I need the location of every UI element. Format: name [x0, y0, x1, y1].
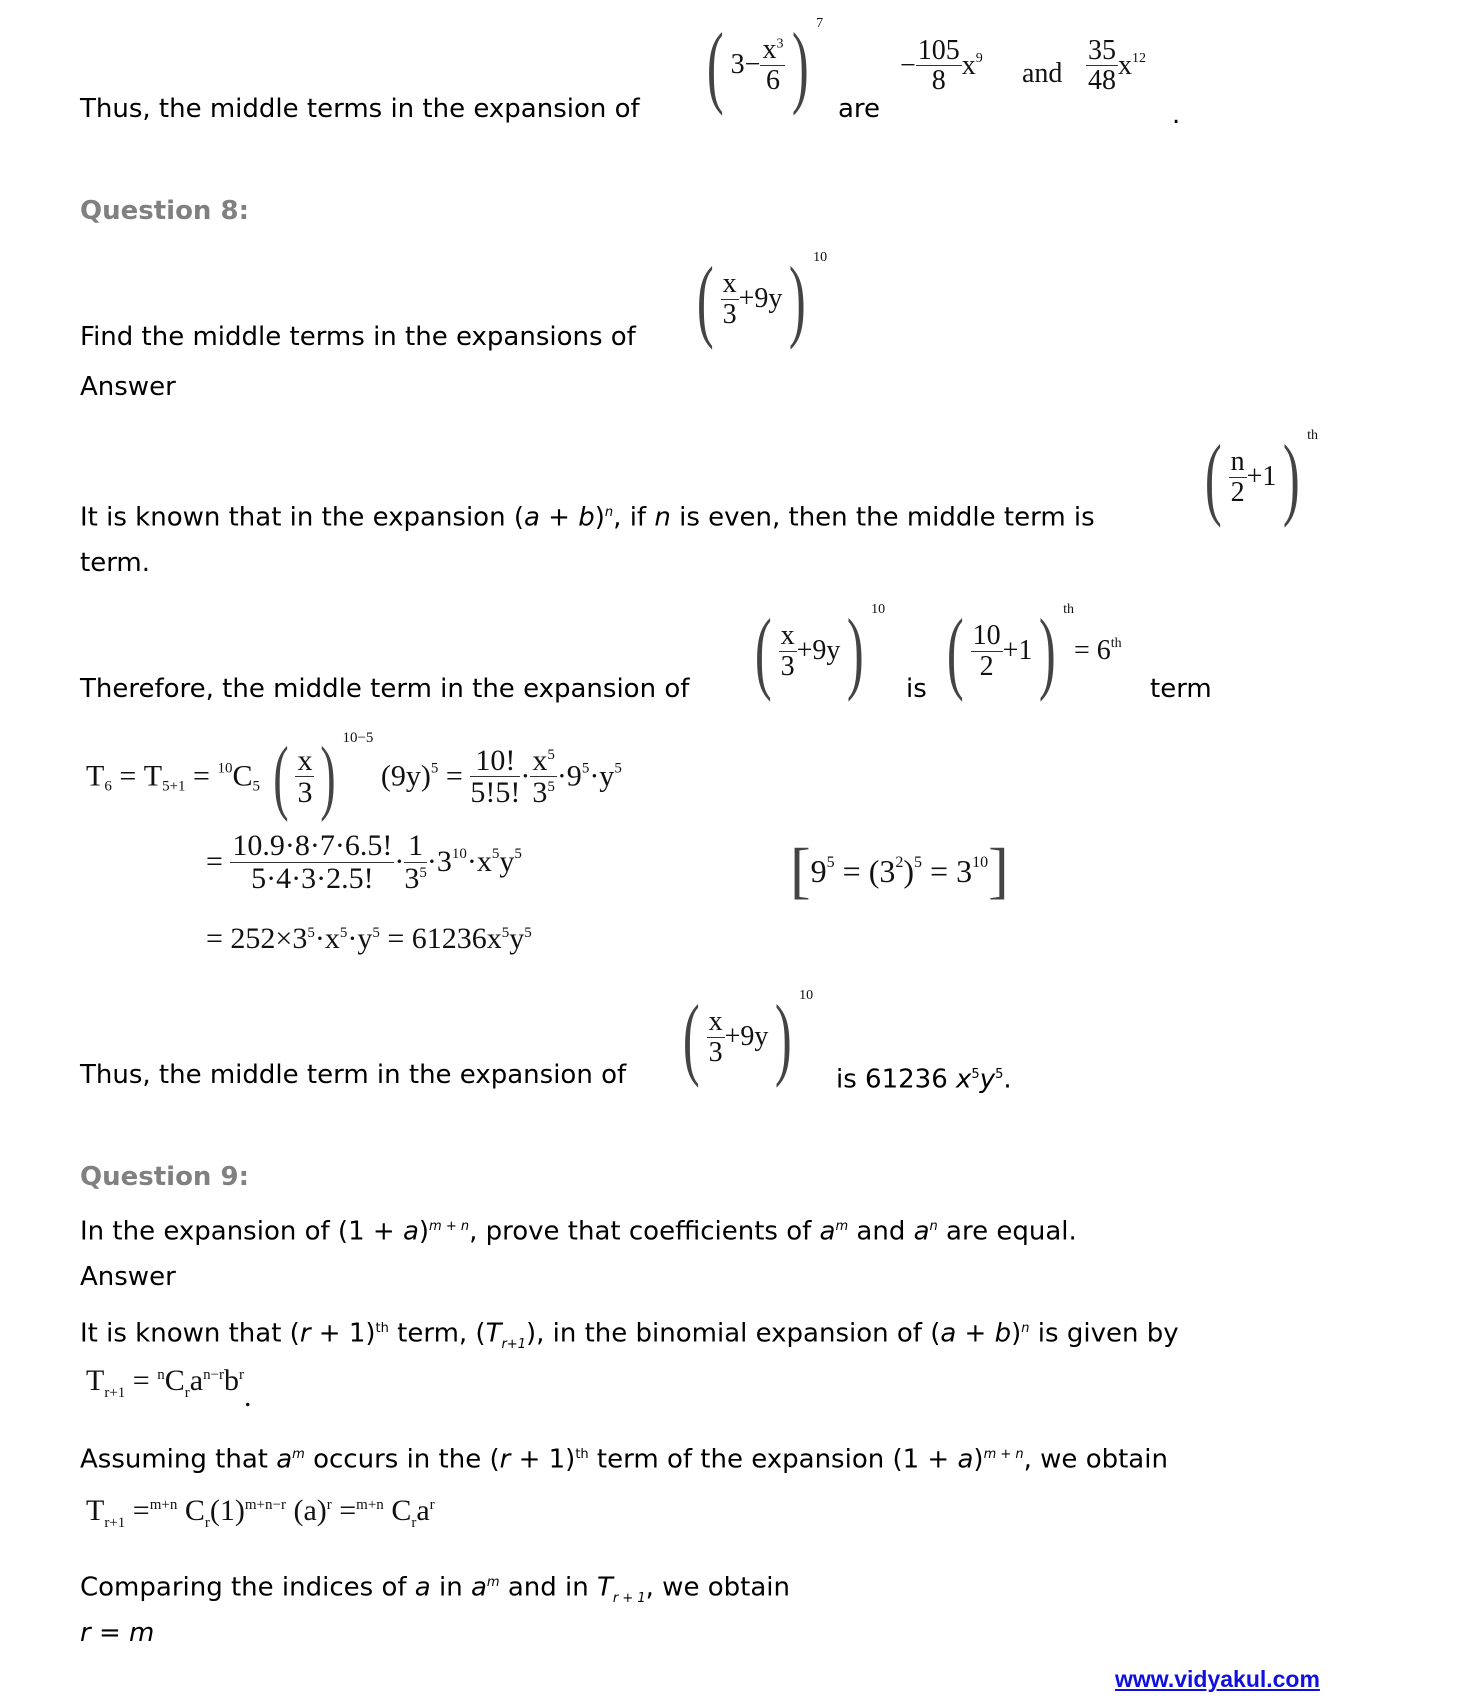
- q8-sixth-term-expression: ( $\frac{10}{2}$ +1) $^{th}$= 6th: [946, 600, 1122, 702]
- vidyakul-link[interactable]: www.vidyakul.com: [1115, 1666, 1320, 1692]
- q9-known-text: It is known that $(r + 1)^{th}$ term, $(T_{r+1})$, in the binomial expansion of $(a + b)^n$ is given by: [80, 1318, 1179, 1352]
- prev-term-1: − $\frac{105}{8}$ $x^9$: [900, 35, 983, 97]
- q9-result: r = m: [80, 1618, 155, 1648]
- q8-equation-2: = $\frac{10.9\cdot 8\cdot 7\cdot 6.5!}{5\cdot 4\cdot 3\cdot 2.5!}$ · $\frac{1}{3^5}$ $\cdot 3^{10}\cdot x^5y^5$: [206, 829, 522, 895]
- q8-known-text: It is known that in the expansion $(a + b)^n$, if n is even, then the middle term is: [80, 502, 1095, 533]
- question-9-text: In the expansion of $(1 + a)^{m + n}$, prove that coefficients of $a^m$ and $a^n$ are equal.: [80, 1216, 1077, 1247]
- prev-term-2: $\frac{35}{48}$ $x^{12}$: [1088, 35, 1146, 97]
- question-8-expression: ( $\frac{x}{3}$ +9y) $^{10}$: [696, 248, 828, 350]
- q8-term-word-2: term: [1150, 674, 1212, 704]
- q8-conclusion-text: Thus, the middle term in the expansion of: [80, 1060, 627, 1090]
- q8-therefore-text: Therefore, the middle term in the expansion of: [80, 674, 690, 704]
- q8-conclusion-expression: ( $\frac{x}{3}$ +9y) $^{10}$: [682, 986, 814, 1088]
- q9-formula-general-term: $T_{r+1} = ^nC_ra^{n-r}b^r$.: [86, 1364, 252, 1413]
- prev-are-text: are: [838, 94, 881, 124]
- q9-formula-expansion-term: $T_{r+1} =^{m+n}$ $C_r(1)^{m+n-r}$ $(a)^r =^{m+n}$ $C_ra^r$: [86, 1494, 435, 1531]
- q9-compare-text: Comparing the indices of a in $a^m$ and in $T_{r + 1}$, we obtain: [80, 1572, 790, 1606]
- question-9-heading: Question 9:: [80, 1162, 249, 1192]
- answer-label-q8: Answer: [80, 372, 176, 402]
- prev-expression: ( 3− $\frac{x^3}{6}$ ) $^7$: [706, 14, 824, 116]
- question-8-text: Find the middle terms in the expansions of: [80, 322, 636, 352]
- prev-conclusion-text: Thus, the middle terms in the expansion of: [80, 94, 640, 124]
- q9-assume-text: Assuming that $a^m$ occurs in the $(r + 1)^{th}$ term of the expansion $(1 + a)^{m + n}$, we obtain: [80, 1444, 1168, 1475]
- q8-bracket-note: $[9^5 = (3^2)^5 = 3^{10}]$: [790, 837, 1009, 905]
- q8-is-text: is: [906, 674, 927, 704]
- q8-conclusion-result: is 61236 $x^5y^5$.: [836, 1064, 1012, 1095]
- q8-equation-3: = $252\times 3^5\cdot x^5\cdot y^5 = 61236x^5y^5$: [206, 922, 532, 955]
- q8-term-word: term.: [80, 548, 151, 578]
- answer-label-q9: Answer: [80, 1262, 176, 1292]
- q8-middle-term-expression: ( $\frac{n}{2}$ +1) $^{th}$: [1204, 426, 1318, 528]
- question-8-heading: Question 8:: [80, 196, 249, 226]
- q8-equation-1: $T_6 = T_{5+1} = ^{10}C_5$ ( $\frac{x}{3}$ ) $^{10-5}$ $(9y)^5$ = $\frac{10!}{5!5!}$ · $\frac{x^5}{3^5}$ $\cdot 9^5\cdot y^5$: [86, 730, 622, 823]
- prev-period: .: [1172, 100, 1181, 130]
- prev-and-text: and: [1022, 58, 1063, 89]
- q8-therefore-expression: ( $\frac{x}{3}$ +9y) $^{10}$: [754, 600, 886, 702]
